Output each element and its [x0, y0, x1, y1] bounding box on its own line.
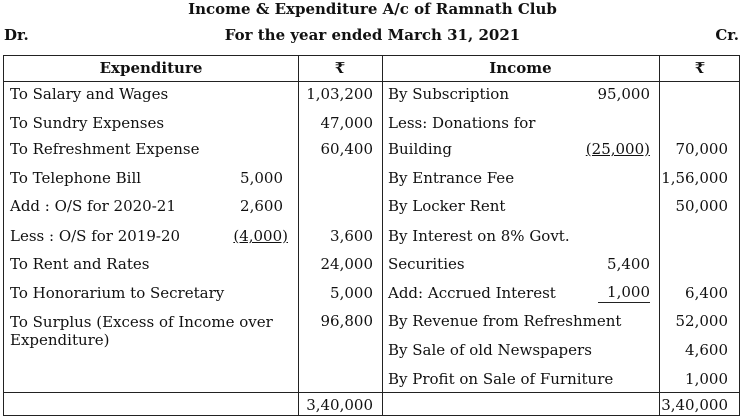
expenditure-sub-amount: (4,000) [233, 227, 288, 245]
expenditure-label: Less : O/S for 2019-20 [10, 227, 181, 245]
expenditure-label: To Sundry Expenses [10, 114, 165, 132]
income-label: By Locker Rent [388, 197, 506, 215]
column-divider [382, 56, 383, 415]
column-divider [659, 56, 660, 415]
income-amount: 4,600 [685, 341, 728, 359]
income-sub-amount: 1,000 [598, 283, 650, 303]
expenditure-amount: 60,400 [320, 140, 373, 158]
expenditure-label: To Surplus (Excess of Income over Expenditure) [10, 313, 273, 349]
income-label: Add: Accrued Interest [388, 284, 556, 302]
total-income: 3,40,000 [661, 396, 728, 414]
income-label: By Entrance Fee [388, 169, 515, 187]
income-label: Less: Donations for [388, 114, 536, 132]
income-label: By Profit on Sale of Furniture [388, 370, 614, 388]
income-header: Income [489, 59, 552, 77]
currency-header-right: ₹ [694, 59, 706, 77]
expenditure-amount: 96,800 [320, 312, 373, 330]
header-rule [4, 81, 739, 82]
income-label: By Sale of old Newspapers [388, 341, 592, 359]
income-label: By Revenue from Refreshment [388, 312, 622, 330]
expenditure-amount: 1,03,200 [306, 85, 373, 103]
income-label: By Subscription [388, 85, 509, 103]
income-amount: 6,400 [685, 284, 728, 302]
debit-label: Dr. [4, 26, 29, 44]
income-sub-amount: 95,000 [597, 85, 650, 103]
income-amount: 52,000 [675, 312, 728, 330]
expenditure-label: To Salary and Wages [10, 85, 169, 103]
page-title: Income & Expenditure A/c of Ramnath Club [188, 0, 557, 18]
income-sub-amount: (25,000) [585, 140, 650, 158]
expenditure-label: To Refreshment Expense [10, 140, 200, 158]
expenditure-label: To Rent and Rates [10, 255, 150, 273]
income-amount: 1,000 [685, 370, 728, 388]
expenditure-amount: 5,000 [330, 284, 373, 302]
income-label: By Interest on 8% Govt. [388, 227, 570, 245]
expenditure-label: To Telephone Bill [10, 169, 142, 187]
income-amount: 50,000 [675, 197, 728, 215]
expenditure-label: Add : O/S for 2020-21 [10, 197, 176, 215]
income-amount: 1,56,000 [661, 169, 728, 187]
income-label: Securities [388, 255, 465, 273]
expenditure-header: Expenditure [99, 59, 203, 77]
expenditure-sub-amount: 5,000 [240, 169, 283, 187]
expenditure-label: To Honorarium to Secretary [10, 284, 225, 302]
expenditure-sub-amount: 2,600 [240, 197, 283, 215]
account-table [3, 55, 740, 416]
total-rule [4, 392, 739, 393]
income-amount: 70,000 [675, 140, 728, 158]
expenditure-amount: 24,000 [320, 255, 373, 273]
expenditure-amount: 3,600 [330, 227, 373, 245]
total-expenditure: 3,40,000 [306, 396, 373, 414]
credit-label: Cr. [715, 26, 739, 44]
expenditure-amount: 47,000 [320, 114, 373, 132]
income-sub-amount: 5,400 [607, 255, 650, 273]
period-label: For the year ended March 31, 2021 [224, 26, 521, 44]
currency-header-left: ₹ [334, 59, 346, 77]
income-label: Building [388, 140, 452, 158]
